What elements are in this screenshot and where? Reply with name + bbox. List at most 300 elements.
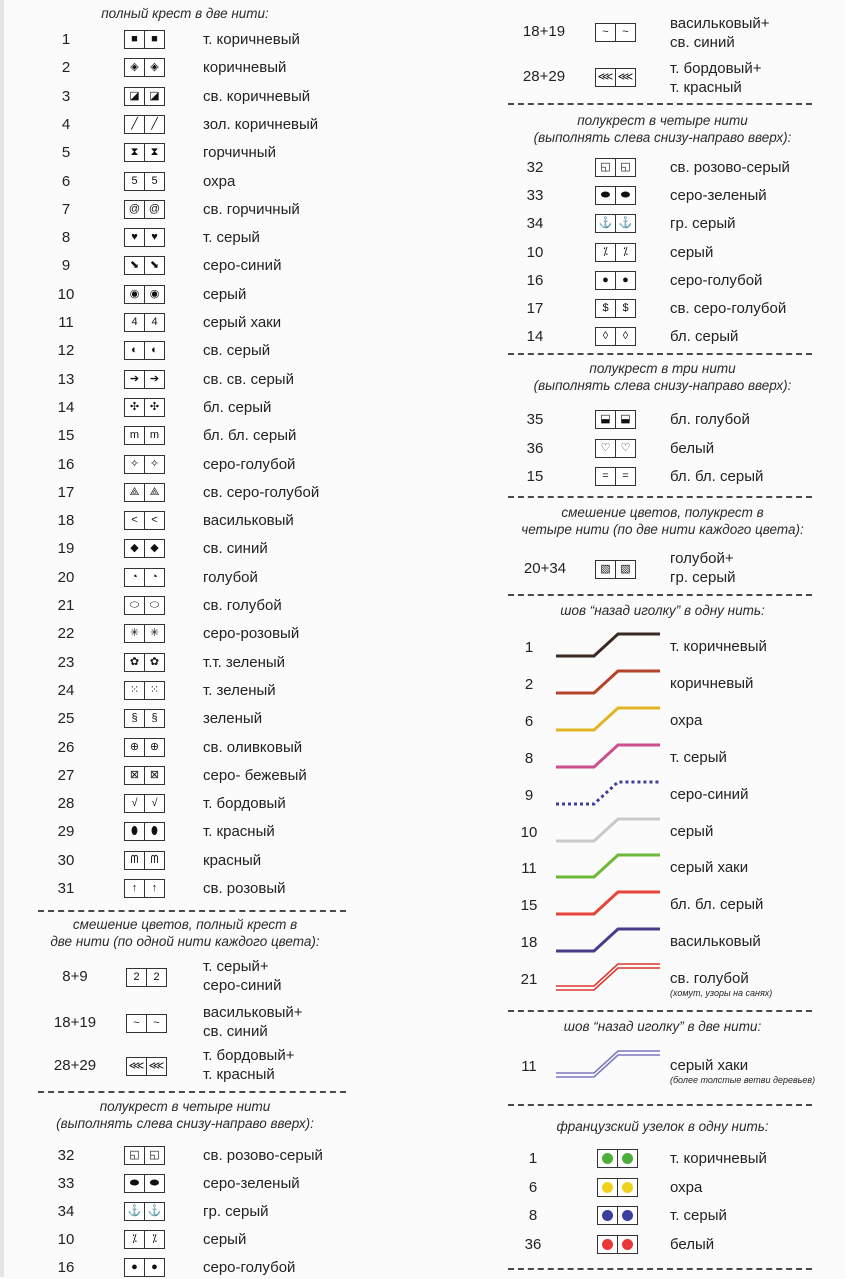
color-name: бл. бл. серый <box>203 427 297 445</box>
thread-code: 12 <box>57 342 75 360</box>
symbol-glyph: √ <box>144 795 164 812</box>
thread-code: 8 <box>61 229 71 247</box>
symbol-glyph: ▧ <box>600 563 611 575</box>
thread-code: 27 <box>57 766 75 784</box>
thread-code: 10 <box>57 285 75 303</box>
color-name-line: т. бордовый+ <box>203 1047 295 1064</box>
symbol-glyph: ● <box>144 1259 164 1276</box>
symbol-glyph: = <box>602 470 609 482</box>
thread-code: 34 <box>526 215 544 233</box>
symbol-glyph: ✿ <box>129 655 140 668</box>
color-name: св. розовый <box>203 880 286 897</box>
stitch-row <box>480 960 845 999</box>
color-name: белый <box>670 1235 715 1253</box>
symbol-glyph: ● <box>615 272 635 289</box>
color-name <box>670 59 761 97</box>
legend-row <box>0 255 370 277</box>
knot-symbol <box>597 1149 638 1168</box>
symbol-glyph: ⬊ <box>129 259 140 272</box>
symbol-glyph: ~ <box>146 1015 166 1032</box>
legend-row <box>0 821 370 843</box>
symbol-glyph: ⬓ <box>615 411 635 428</box>
color-name: т. бордовый <box>203 795 286 813</box>
stitch-note: (более толстые ветви деревьев) <box>670 1075 816 1085</box>
thread-code: 20 <box>57 568 75 586</box>
legend-row <box>0 114 370 136</box>
thread-code: 15 <box>57 427 75 445</box>
symbol-glyph: ⬮ <box>144 823 164 840</box>
symbol-glyph: ⟁ <box>129 485 140 498</box>
color-name: т. зеленый <box>203 681 276 699</box>
legend-row <box>480 438 845 460</box>
symbol-box <box>595 327 636 346</box>
symbol-glyph: ● <box>131 1261 138 1273</box>
legend-row <box>480 409 845 431</box>
symbol-glyph: ╱ <box>131 117 138 130</box>
legend-row <box>0 850 370 872</box>
knot-cell <box>598 1179 617 1196</box>
symbol-box <box>124 681 165 700</box>
legend-row <box>0 708 370 730</box>
symbol-box <box>124 426 165 445</box>
symbol-glyph: ✣ <box>144 399 164 416</box>
color-name: св. оливковый <box>203 738 303 756</box>
symbol-glyph: ⬬ <box>615 187 635 204</box>
symbol-glyph: ⬭ <box>129 599 140 611</box>
stitch-row <box>480 665 845 699</box>
legend-row <box>0 1145 370 1167</box>
symbol-glyph: ◉ <box>144 286 164 303</box>
thread-code: 8+9 <box>62 968 88 985</box>
thread-code: 29 <box>57 823 75 841</box>
color-name-line: т. красный <box>670 79 742 96</box>
thread-code: 6 <box>528 1178 538 1196</box>
stitch-path <box>556 819 660 841</box>
symbol-glyph: ⊠ <box>144 767 164 784</box>
symbol-glyph: ◪ <box>144 88 164 105</box>
symbol-glyph: ◔ <box>144 569 164 586</box>
color-name: св. коричневый <box>203 87 311 105</box>
symbol-glyph: ✿ <box>144 654 164 671</box>
stitch-line <box>556 1047 666 1081</box>
stitch-line <box>556 960 666 994</box>
color-name <box>670 1056 815 1086</box>
color-name-text: т. серый <box>670 748 727 766</box>
symbol-box <box>124 1202 165 1221</box>
thread-code: 23 <box>57 653 75 671</box>
stitch-line <box>556 813 666 847</box>
thread-code: 11 <box>58 314 74 331</box>
symbol-glyph: @ <box>128 202 141 215</box>
symbol-box <box>126 1057 167 1076</box>
symbol-box <box>124 455 165 474</box>
legend-row <box>0 369 370 391</box>
legend-row <box>0 482 370 504</box>
color-name: горчичный <box>203 144 276 162</box>
thread-code: 8 <box>528 1207 538 1224</box>
knot-cell <box>617 1207 637 1224</box>
section-header <box>480 112 845 146</box>
symbol-glyph: = <box>615 468 635 485</box>
symbol-glyph: ⋘ <box>146 1058 166 1075</box>
thread-code: 2 <box>61 59 71 77</box>
knot-symbol <box>597 1178 638 1197</box>
legend-row <box>480 157 845 179</box>
legend-row <box>0 538 370 560</box>
color-name-line: васильковый+ <box>203 1004 303 1021</box>
legend-row <box>480 185 845 207</box>
symbol-glyph: ⊕ <box>144 739 164 756</box>
color-name: св. розово-серый <box>203 1147 323 1164</box>
color-name-line: т. красный <box>203 1066 275 1083</box>
color-name: серо-синий <box>203 257 282 275</box>
symbol-glyph: § <box>144 710 164 727</box>
stitch-path <box>556 634 660 656</box>
color-name <box>203 1003 303 1041</box>
dashed-separator <box>508 353 812 355</box>
thread-code: 14 <box>57 398 75 416</box>
symbol-glyph: ◊ <box>602 330 609 343</box>
symbol-glyph: ⬊ <box>144 257 164 274</box>
thread-code: 25 <box>57 710 75 728</box>
thread-code: 16 <box>57 1259 75 1276</box>
thread-code: 28+29 <box>53 1057 97 1074</box>
symbol-glyph: ⋘ <box>615 69 635 86</box>
stitch-path <box>556 745 660 767</box>
thread-code: 8 <box>524 749 534 767</box>
symbol-glyph: 2 <box>133 971 140 983</box>
section-header-line: четыре нити (по две нити каждого цвета): <box>521 522 804 537</box>
color-name <box>670 637 767 656</box>
thread-code: 15 <box>520 897 538 915</box>
symbol-glyph: ↑ <box>131 882 138 894</box>
dashed-separator <box>508 1268 812 1270</box>
knot-row <box>480 1234 845 1256</box>
color-name: гр. серый <box>670 215 736 233</box>
stitch-line <box>556 628 666 662</box>
legend-row <box>0 57 370 79</box>
stitch-path <box>556 855 660 877</box>
symbol-box <box>124 370 165 389</box>
symbol-box <box>126 968 167 987</box>
symbol-glyph: ♡ <box>600 441 611 454</box>
symbol-box <box>595 467 636 486</box>
color-name: зол. коричневый <box>203 115 319 133</box>
legend-row <box>0 1045 370 1089</box>
legend-row <box>0 765 370 787</box>
color-name-line: св. синий <box>670 34 735 51</box>
symbol-glyph: ◐ <box>144 342 164 359</box>
symbol-glyph: ~ <box>615 24 635 41</box>
stitch-row <box>480 849 845 883</box>
thread-code: 1 <box>61 31 71 48</box>
color-name <box>670 674 753 693</box>
knot-cell <box>617 1236 637 1253</box>
knot-row <box>480 1148 845 1170</box>
section-header <box>480 504 845 538</box>
thread-code: 36 <box>524 1235 542 1253</box>
thread-code: 7 <box>61 200 71 218</box>
color-name: т. серый <box>203 229 260 247</box>
stitch-path <box>556 892 660 914</box>
thread-code: 11 <box>521 1058 537 1075</box>
color-name-line: голубой+ <box>670 550 734 567</box>
color-name <box>670 711 702 730</box>
thread-code: 17 <box>526 300 544 317</box>
section-header-line: смешение цветов, полный крест в <box>72 917 298 932</box>
color-name: красный <box>203 851 262 869</box>
symbol-glyph: 2 <box>146 969 166 986</box>
symbol-glyph: ╱ <box>144 116 164 133</box>
legend-row <box>0 142 370 164</box>
thread-code: 9 <box>524 786 534 804</box>
symbol-box <box>124 143 165 162</box>
section-header-line: смешение цветов, полукрест в <box>561 505 764 520</box>
color-name: серо-голубой <box>203 1259 296 1276</box>
thread-code: 28+29 <box>522 68 566 85</box>
thread-code: 18 <box>57 512 75 530</box>
symbol-glyph: ⊕ <box>129 740 140 753</box>
section-header-line: полукрест в четыре нити <box>577 113 748 128</box>
thread-code: 16 <box>526 271 544 289</box>
symbol-box <box>595 23 636 42</box>
dashed-separator <box>38 910 346 912</box>
symbol-box <box>124 738 165 757</box>
thread-code: 10 <box>520 823 538 841</box>
thread-code: 16 <box>57 455 75 473</box>
legend-row <box>0 567 370 589</box>
color-name: серо-голубой <box>203 455 296 473</box>
stitch-line <box>556 665 666 699</box>
symbol-box <box>595 214 636 233</box>
color-name: бл. серый <box>203 398 272 416</box>
color-name-text: охра <box>670 711 703 729</box>
symbol-box <box>124 200 165 219</box>
symbol-glyph: m <box>144 427 164 444</box>
legend-row <box>0 1229 370 1251</box>
symbol-box <box>124 1230 165 1249</box>
stitch-row <box>480 1047 845 1085</box>
color-name-line: серо-синий <box>203 977 282 994</box>
symbol-box <box>124 794 165 813</box>
thread-code: 19 <box>57 540 75 558</box>
color-name <box>670 932 761 951</box>
symbol-glyph: ⬭ <box>144 597 164 614</box>
color-name-text: т. коричневый <box>670 638 767 655</box>
symbol-glyph: ↑ <box>144 880 164 897</box>
stitch-line <box>556 702 666 736</box>
symbol-glyph: ◈ <box>144 59 164 76</box>
color-name: серый хаки <box>203 314 282 331</box>
thread-code: 28 <box>57 795 75 813</box>
thread-code: 34 <box>57 1203 75 1220</box>
thread-code: 32 <box>57 1147 75 1164</box>
symbol-glyph: $ <box>602 302 609 314</box>
stitch-line <box>556 776 666 810</box>
thread-code: 15 <box>526 468 544 485</box>
section-header-line: (выполнять слева снизу-направо вверх): <box>533 378 792 393</box>
legend-row <box>0 227 370 249</box>
symbol-glyph: 5 <box>144 173 164 190</box>
section-header <box>0 916 370 950</box>
symbol-box <box>595 299 636 318</box>
color-name: св. голубой <box>203 597 282 614</box>
knot-cell <box>598 1236 617 1253</box>
section-header-line: две нити (по одной нити каждого цвета): <box>50 934 320 949</box>
color-name-line: св. синий <box>203 1023 268 1040</box>
color-name <box>670 785 748 804</box>
knot-dot <box>602 1182 613 1193</box>
symbol-box <box>124 1146 165 1165</box>
knot-dot <box>622 1153 633 1164</box>
legend-row <box>0 1173 370 1195</box>
symbol-glyph: ◱ <box>615 159 635 176</box>
symbol-box <box>124 58 165 77</box>
legend-row <box>0 454 370 476</box>
symbol-box <box>124 596 165 615</box>
thread-code: 13 <box>57 370 75 388</box>
color-name <box>670 822 713 841</box>
legend-row <box>0 793 370 815</box>
color-name: т.т. зеленый <box>203 653 286 671</box>
stitch-line <box>556 923 666 957</box>
legend-row <box>480 466 845 488</box>
color-name <box>670 969 772 999</box>
symbol-glyph: ⁒ <box>144 1231 164 1248</box>
legend-row <box>480 58 845 102</box>
symbol-glyph: 4 <box>144 314 164 331</box>
legend-row <box>0 595 370 617</box>
color-name-text: бл. бл. серый <box>670 896 764 914</box>
thread-code: 4 <box>61 115 71 133</box>
legend-row <box>480 298 845 320</box>
section-header-line: (выполнять слева снизу-направо вверх): <box>56 1116 314 1131</box>
legend-row <box>0 1002 370 1046</box>
color-name: св. синий <box>203 540 268 558</box>
symbol-glyph: ⁒ <box>615 244 635 261</box>
thread-code: 33 <box>526 187 544 205</box>
symbol-glyph: √ <box>131 797 138 810</box>
thread-code: 18+19 <box>53 1014 97 1031</box>
dashed-separator <box>508 496 812 498</box>
symbol-glyph: m <box>129 429 140 442</box>
section-header-line: полукрест в три нити <box>589 361 736 376</box>
color-name: т. серый <box>670 1207 727 1224</box>
legend-row <box>0 680 370 702</box>
symbol-glyph: ◱ <box>129 1149 140 1161</box>
color-name: т. коричневый <box>203 31 300 48</box>
color-name-line: васильковый+ <box>670 15 770 32</box>
symbol-box <box>124 879 165 898</box>
color-name: св. розово-серый <box>670 159 790 176</box>
symbol-box <box>124 624 165 643</box>
symbol-glyph: 5 <box>131 174 138 187</box>
color-name: серо-розовый <box>203 625 300 643</box>
symbol-glyph: ➔ <box>129 372 140 385</box>
symbol-glyph: ◆ <box>130 542 139 555</box>
symbol-box <box>124 341 165 360</box>
thread-code: 22 <box>57 625 75 643</box>
symbol-glyph: ⬮ <box>131 825 138 838</box>
symbol-glyph: ◪ <box>129 89 140 102</box>
symbol-glyph: ✧ <box>144 456 164 473</box>
thread-code: 14 <box>526 328 544 346</box>
dashed-separator <box>508 1104 812 1106</box>
legend-row <box>480 242 845 264</box>
symbol-glyph: ⁙ <box>144 682 164 699</box>
symbol-box <box>124 483 165 502</box>
symbol-glyph: ♡ <box>615 440 635 457</box>
color-name: зеленый <box>203 710 263 728</box>
legend-row <box>0 199 370 221</box>
thread-code: 5 <box>61 144 71 162</box>
legend-row <box>480 13 845 57</box>
symbol-box <box>595 410 636 429</box>
thread-code: 1 <box>528 1150 538 1167</box>
stitch-row <box>480 813 845 847</box>
thread-code: 6 <box>524 712 534 730</box>
color-name: голубой <box>203 568 258 586</box>
symbol-glyph: ⊠ <box>129 768 140 781</box>
stitch-row <box>480 628 845 662</box>
stitch-path <box>556 671 660 693</box>
symbol-glyph: ⬬ <box>144 1175 164 1192</box>
color-name <box>670 748 727 767</box>
legend-row <box>0 652 370 674</box>
thread-code: 36 <box>526 439 544 457</box>
symbol-glyph: ■ <box>144 31 164 48</box>
stitch-line <box>556 739 666 773</box>
symbol-box <box>124 568 165 587</box>
symbol-glyph: ⬬ <box>129 1177 140 1189</box>
stitch-note: (хомут, узоры на санях) <box>670 988 773 999</box>
thread-code: 18+19 <box>522 23 566 40</box>
symbol-glyph: ~ <box>133 1017 140 1029</box>
section-header-line: полукрест в четыре нити <box>99 1099 271 1114</box>
symbol-glyph: ⚓ <box>598 217 613 230</box>
symbol-box <box>124 398 165 417</box>
knot-dot <box>602 1239 613 1250</box>
color-name: бл. бл. серый <box>670 468 764 485</box>
symbol-box <box>124 1174 165 1193</box>
color-name: серо-зеленый <box>670 187 767 205</box>
thread-code: 17 <box>57 483 75 501</box>
symbol-glyph: § <box>131 712 138 725</box>
color-name-text: васильковый <box>670 933 761 951</box>
thread-code: 21 <box>57 597 75 614</box>
color-name-text: св. голубой <box>670 970 749 988</box>
color-name: серо-зеленый <box>203 1175 300 1192</box>
symbol-glyph: ~ <box>602 26 609 38</box>
knot-cell <box>617 1150 637 1167</box>
legend-row <box>0 956 370 1000</box>
section-header <box>480 360 845 394</box>
stitch-path <box>556 708 660 730</box>
symbol-glyph: ✣ <box>129 400 140 413</box>
legend-row <box>0 1257 370 1279</box>
symbol-glyph: 4 <box>131 316 138 328</box>
symbol-glyph: ◱ <box>144 1147 164 1164</box>
knot-row <box>480 1177 845 1199</box>
thread-code: 21 <box>520 971 538 989</box>
symbol-box <box>595 560 636 579</box>
legend-row <box>0 284 370 306</box>
symbol-glyph: ◊ <box>615 328 635 345</box>
color-name: т. красный <box>203 823 275 841</box>
stitch-row <box>480 886 845 920</box>
symbol-glyph: < <box>131 514 138 527</box>
symbol-glyph: ◱ <box>600 161 611 173</box>
